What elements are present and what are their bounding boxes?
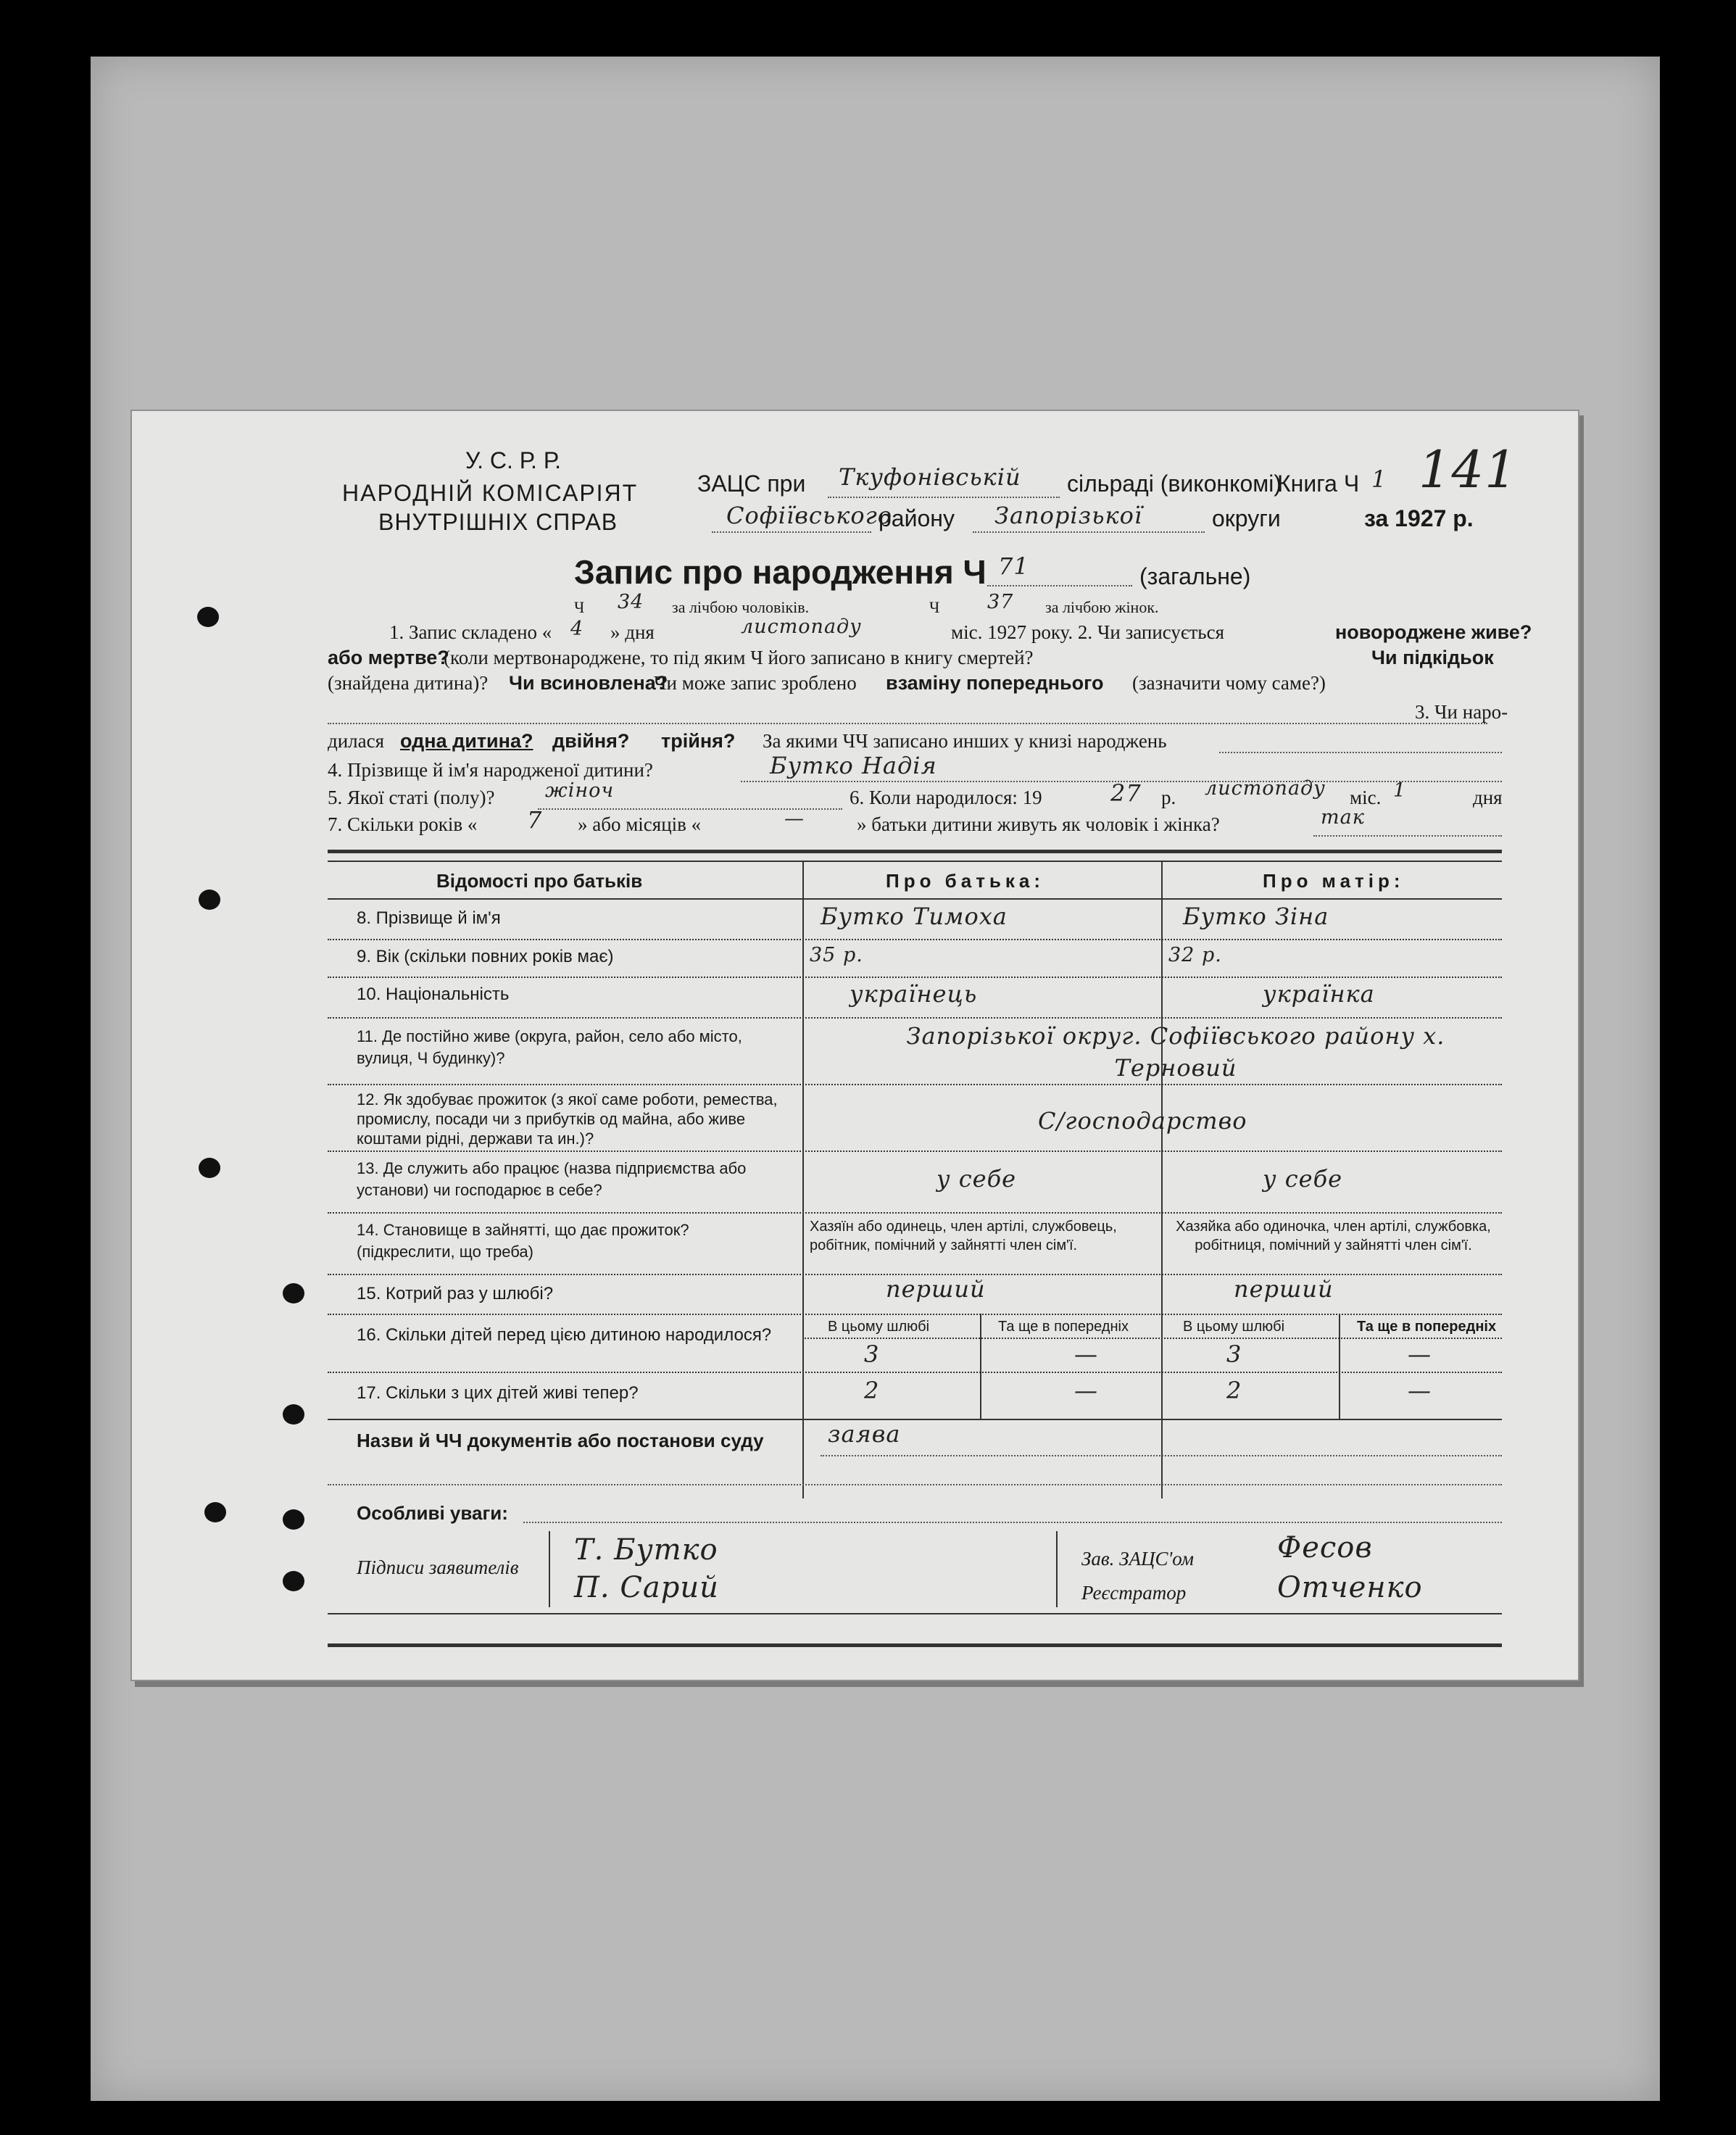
r17-father-this: 2	[864, 1377, 880, 1404]
head-signature: Фесов	[1277, 1531, 1373, 1564]
row-10-mother: українка	[1263, 980, 1375, 1008]
book-label: Книга Ч	[1277, 470, 1360, 497]
council-label: сільраді (виконкомі)	[1067, 470, 1282, 497]
q3-text-f: За якими ЧЧ записано инших у книзі народжень	[763, 730, 1167, 752]
q2-text-c: Чи підкідьок	[1371, 647, 1494, 668]
q7-text-a: 7. Скільки років «	[328, 813, 478, 835]
q7-text-b: » або місяців «	[578, 813, 702, 835]
country-label: У. С. Р. Р.	[465, 447, 562, 473]
q6-r: р.	[1161, 787, 1176, 808]
q5-value: жіноч	[545, 779, 615, 802]
q4-value: Бутко Надія	[770, 752, 937, 779]
q2-text-f: Чи може запис зроблено	[654, 672, 857, 694]
female-count-label: за лічбою жінок.	[1045, 598, 1159, 616]
row-10-label: 10. Національність	[357, 984, 510, 1004]
row-9-label: 9. Вік (скільки повних років має)	[357, 947, 614, 966]
q6-month: листопаду	[1205, 777, 1326, 800]
okrug-label: округи	[1212, 505, 1281, 531]
notes-label: Особливі уваги:	[357, 1502, 508, 1524]
punch-hole	[199, 890, 220, 910]
q3-text-d: двійня?	[552, 730, 630, 752]
punch-hole	[283, 1509, 304, 1530]
q4-label: 4. Прізвище й ім'я народженої дитини?	[328, 759, 653, 781]
district-label: району	[879, 505, 955, 531]
female-count-value: 37	[987, 591, 1014, 613]
q3-text-e: трійня?	[661, 730, 736, 752]
r17-mother-this: 2	[1226, 1377, 1242, 1404]
district-value: Софіївського	[726, 502, 893, 529]
q1-day: 4	[570, 618, 584, 640]
q6-day: 1	[1393, 779, 1407, 802]
birth-record-form	[130, 410, 1579, 1681]
sub-header-father-this: В цьому шлюбі	[828, 1319, 930, 1335]
q2-text-b: (коли мертвонароджене, то під яким Ч його записано в книгу смертей?	[444, 647, 1034, 668]
record-title: Запис про народження Ч	[574, 553, 987, 591]
q6-label: 6. Коли народилося: 19	[850, 787, 1042, 808]
r17-mother-prev: —	[1408, 1377, 1432, 1404]
row-15-father: перший	[886, 1275, 986, 1303]
punch-hole	[283, 1404, 304, 1425]
row-17-label: 17. Скільки з цих дітей живі тепер?	[357, 1383, 639, 1403]
row-8-label: 8. Прізвище й ім'я	[357, 908, 501, 928]
row-14-mother: Хазяйка або одиночка, член артілі, службовка, робітниця, помічний у зайнятті член сім'ї.	[1176, 1219, 1491, 1253]
registrar-signature: Отченко	[1277, 1571, 1423, 1604]
q2-text-h: (зазначити чому саме?)	[1132, 672, 1326, 694]
row-10-father: українець	[850, 980, 978, 1008]
punch-hole	[283, 1283, 304, 1303]
year-label: за 1927 р.	[1364, 505, 1474, 531]
zags-label: ЗАЦС при	[697, 470, 806, 497]
signature-1: Т. Бутко	[574, 1533, 718, 1567]
punch-hole	[197, 607, 219, 627]
q5-label: 5. Якої статі (полу)?	[328, 787, 495, 808]
record-suffix: (загальне)	[1139, 563, 1251, 589]
row-9-father: 35 р.	[810, 944, 863, 966]
q1-text-b: » дня	[610, 621, 655, 643]
row-12-shared: С/господарство	[1038, 1107, 1247, 1135]
q7-years: 7	[527, 806, 543, 834]
row-8-mother: Бутко Зіна	[1183, 903, 1329, 930]
page-number: 141	[1419, 440, 1518, 499]
row-9-mother: 32 р.	[1168, 944, 1222, 966]
q3-text-c: одна дитина?	[400, 730, 533, 752]
row-14-father: Хазяїн або одинець, член артілі, службовець, робітник, помічний у зайнятті член сім'ї.	[810, 1219, 1117, 1253]
registrar-label: Реєстратор	[1081, 1582, 1187, 1604]
female-count-prefix: Ч	[929, 598, 940, 616]
q2-text-e: Чи всиновлена?	[509, 672, 668, 694]
row-13-father: у себе	[936, 1165, 1017, 1193]
table-header-father: Про батька:	[886, 870, 1045, 892]
punch-hole	[204, 1502, 226, 1522]
q1-text-c: міс. 1927 року. 2. Чи записується	[951, 621, 1225, 643]
q6-dnia: дня	[1473, 787, 1503, 808]
row-15-mother: перший	[1234, 1275, 1334, 1303]
book-number: 1	[1371, 465, 1387, 493]
record-number: 71	[998, 552, 1029, 580]
signatures-label: Підписи заявителів	[357, 1556, 519, 1578]
q1-month: листопаду	[741, 615, 862, 638]
okrug-value: Запорізької	[994, 502, 1143, 529]
row-13-label: 13. Де служить або працює (назва підприємства або установи) чи господарює в себе?	[357, 1159, 747, 1199]
zags-village-value: Ткуфонівській	[839, 463, 1021, 491]
q6-mis: міс.	[1350, 787, 1382, 808]
q7-months: —	[784, 808, 805, 830]
q2-text-d: (знайдена дитина)?	[328, 672, 489, 694]
r17-father-prev: —	[1074, 1377, 1098, 1404]
q1-text-a: 1. Запис складено «	[389, 621, 552, 643]
row-15-label: 15. Котрий раз у шлюбі?	[357, 1284, 554, 1303]
table-header-info: Відомості про батьків	[436, 870, 643, 892]
q7-value: так	[1321, 806, 1365, 829]
punch-hole	[199, 1158, 220, 1178]
q1-text-d: новороджене живе?	[1335, 621, 1532, 643]
q2-text-a: або мертве?	[328, 647, 449, 668]
sub-header-mother-this: В цьому шлюбі	[1183, 1319, 1285, 1335]
r16-father-prev: —	[1074, 1340, 1098, 1368]
row-8-father: Бутко Тимоха	[821, 903, 1008, 930]
documents-value: заява	[828, 1420, 901, 1448]
punch-hole	[283, 1571, 304, 1591]
male-count-prefix: Ч	[574, 598, 585, 616]
commissariat-line2: ВНУТРІШНІХ СПРАВ	[378, 509, 618, 535]
sub-header-father-prev: Та ще в попередніх	[998, 1319, 1129, 1335]
row-11-label: 11. Де постійно живе (округа, район, село або місто, вулиця, Ч будинку)?	[357, 1027, 742, 1067]
head-label: Зав. ЗАЦС'ом	[1081, 1548, 1194, 1570]
q2-text-g: взаміну попереднього	[886, 672, 1104, 694]
row-12-label: 12. Як здобуває прожиток (з якої саме роботи, ремества, промислу, посади чи з прибутків од майна, або живе коштами рідні, держави та ин.)?	[357, 1090, 778, 1148]
q3-text-a: 3. Чи наро-	[1415, 701, 1508, 723]
documents-label: Назви й ЧЧ документів або постанови суду	[357, 1430, 764, 1451]
row-14-label: 14. Становище в зайнятті, що дає прожиток? (підкреслити, що треба)	[357, 1221, 689, 1261]
q3-text-b: дилася	[328, 730, 385, 752]
row-11-shared: Запорізької округ. Софіївського району х. Терновий	[906, 1022, 1445, 1082]
r16-father-this: 3	[864, 1340, 880, 1368]
commissariat-line1: НАРОДНІЙ КОМІСАРІЯТ	[342, 480, 639, 506]
male-count-value: 34	[618, 591, 644, 613]
row-16-label: 16. Скільки дітей перед цією дитиною народилося?	[357, 1325, 772, 1345]
male-count-label: за лічбою чоловіків.	[672, 598, 810, 616]
signature-2: П. Сарий	[574, 1571, 719, 1604]
r16-mother-this: 3	[1226, 1340, 1242, 1368]
sub-header-mother-prev: Та ще в попередніх	[1357, 1319, 1497, 1335]
q6-year: 27	[1110, 779, 1142, 807]
r16-mother-prev: —	[1408, 1340, 1432, 1368]
row-13-mother: у себе	[1263, 1165, 1343, 1193]
table-header-mother: Про матір:	[1263, 870, 1405, 892]
q7-text-c: » батьки дитини живуть як чоловік і жінка?	[857, 813, 1220, 835]
